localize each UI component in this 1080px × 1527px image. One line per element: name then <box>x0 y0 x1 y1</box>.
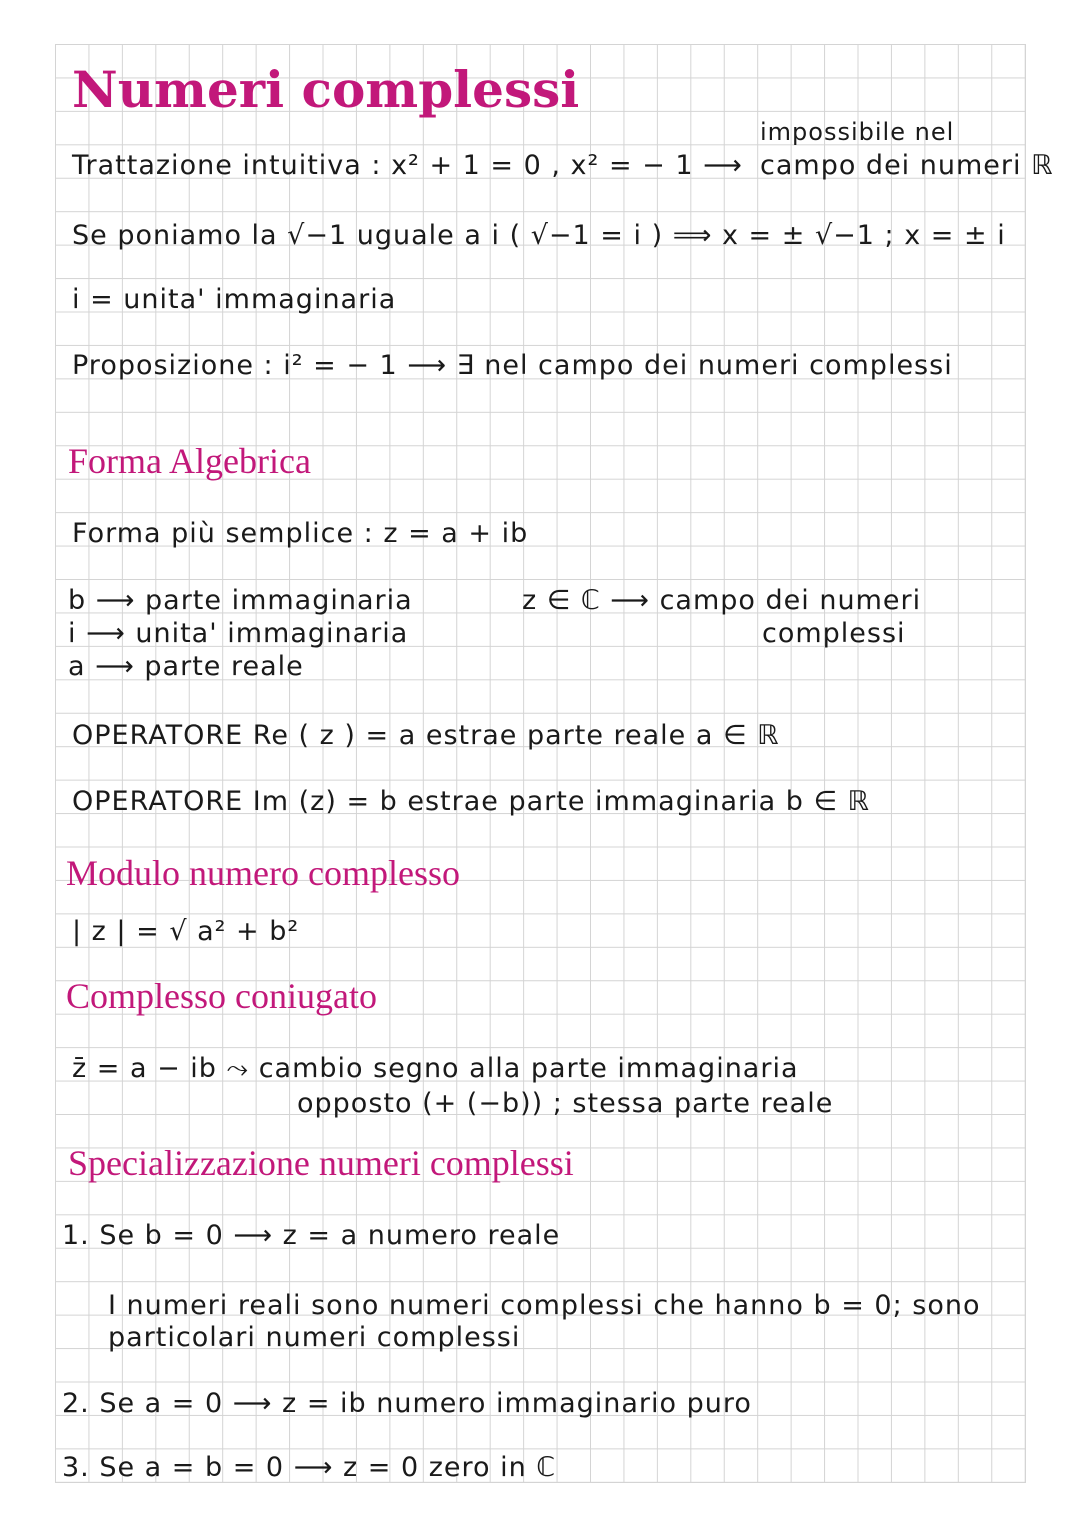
spec-item-1-note-a: I numeri reali sono numeri complessi che hanno b = 0; sono <box>108 1290 981 1321</box>
coniugato-note: opposto (+ (−b)) ; stessa parte reale <box>297 1088 834 1119</box>
field-c-complessi: complessi <box>762 618 906 649</box>
note-impossibile: impossibile nel <box>760 118 955 146</box>
def-i: i ⟶ unita' immaginaria <box>68 618 409 649</box>
intro-line-1: Trattazione intuitiva : x² + 1 = 0 , x² = − 1 ⟶ <box>72 150 743 181</box>
page-title: Numeri complessi <box>72 60 580 119</box>
section-forma-algebrica: Forma Algebrica <box>68 441 311 481</box>
operatore-im: OPERATORE Im (z) = b estrae parte immaginaria b ∈ ℝ <box>72 786 870 817</box>
section-modulo: Modulo numero complesso <box>66 853 460 893</box>
intro-line-4: Proposizione : i² = − 1 ⟶ ∃ nel campo dei numeri complessi <box>72 350 953 381</box>
coniugato-formula: z̄ = a − ib ⤳ cambio segno alla parte immaginaria <box>72 1053 799 1084</box>
section-coniugato: Complesso coniugato <box>66 976 377 1016</box>
intro-line-2: Se poniamo la √−1 uguale a i ( √−1 = i ) ⟹ x = ± √−1 ; x = ± i <box>72 220 1006 251</box>
intro-line-3: i = unita' immaginaria <box>72 284 397 315</box>
spec-item-2: 2. Se a = 0 ⟶ z = ib numero immaginario puro <box>62 1388 752 1419</box>
spec-item-1-note-b: particolari numeri complessi <box>108 1322 521 1353</box>
forma-semplice: Forma più semplice : z = a + ib <box>72 518 529 549</box>
def-b: b ⟶ parte immaginaria <box>68 585 413 616</box>
modulo-formula: | z | = √ a² + b² <box>72 916 300 947</box>
field-c: z ∈ ℂ ⟶ campo dei numeri <box>522 585 922 616</box>
spec-item-3: 3. Se a = b = 0 ⟶ z = 0 zero in ℂ <box>62 1452 557 1483</box>
section-specializzazione: Specializzazione numeri complessi <box>68 1143 574 1183</box>
operatore-re: OPERATORE Re ( z ) = a estrae parte reale a ∈ ℝ <box>72 720 780 751</box>
spec-item-1: 1. Se b = 0 ⟶ z = a numero reale <box>62 1220 561 1251</box>
def-a: a ⟶ parte reale <box>68 651 304 682</box>
note-campo: campo dei numeri ℝ <box>760 150 1054 181</box>
grid-paper <box>55 44 1026 1483</box>
